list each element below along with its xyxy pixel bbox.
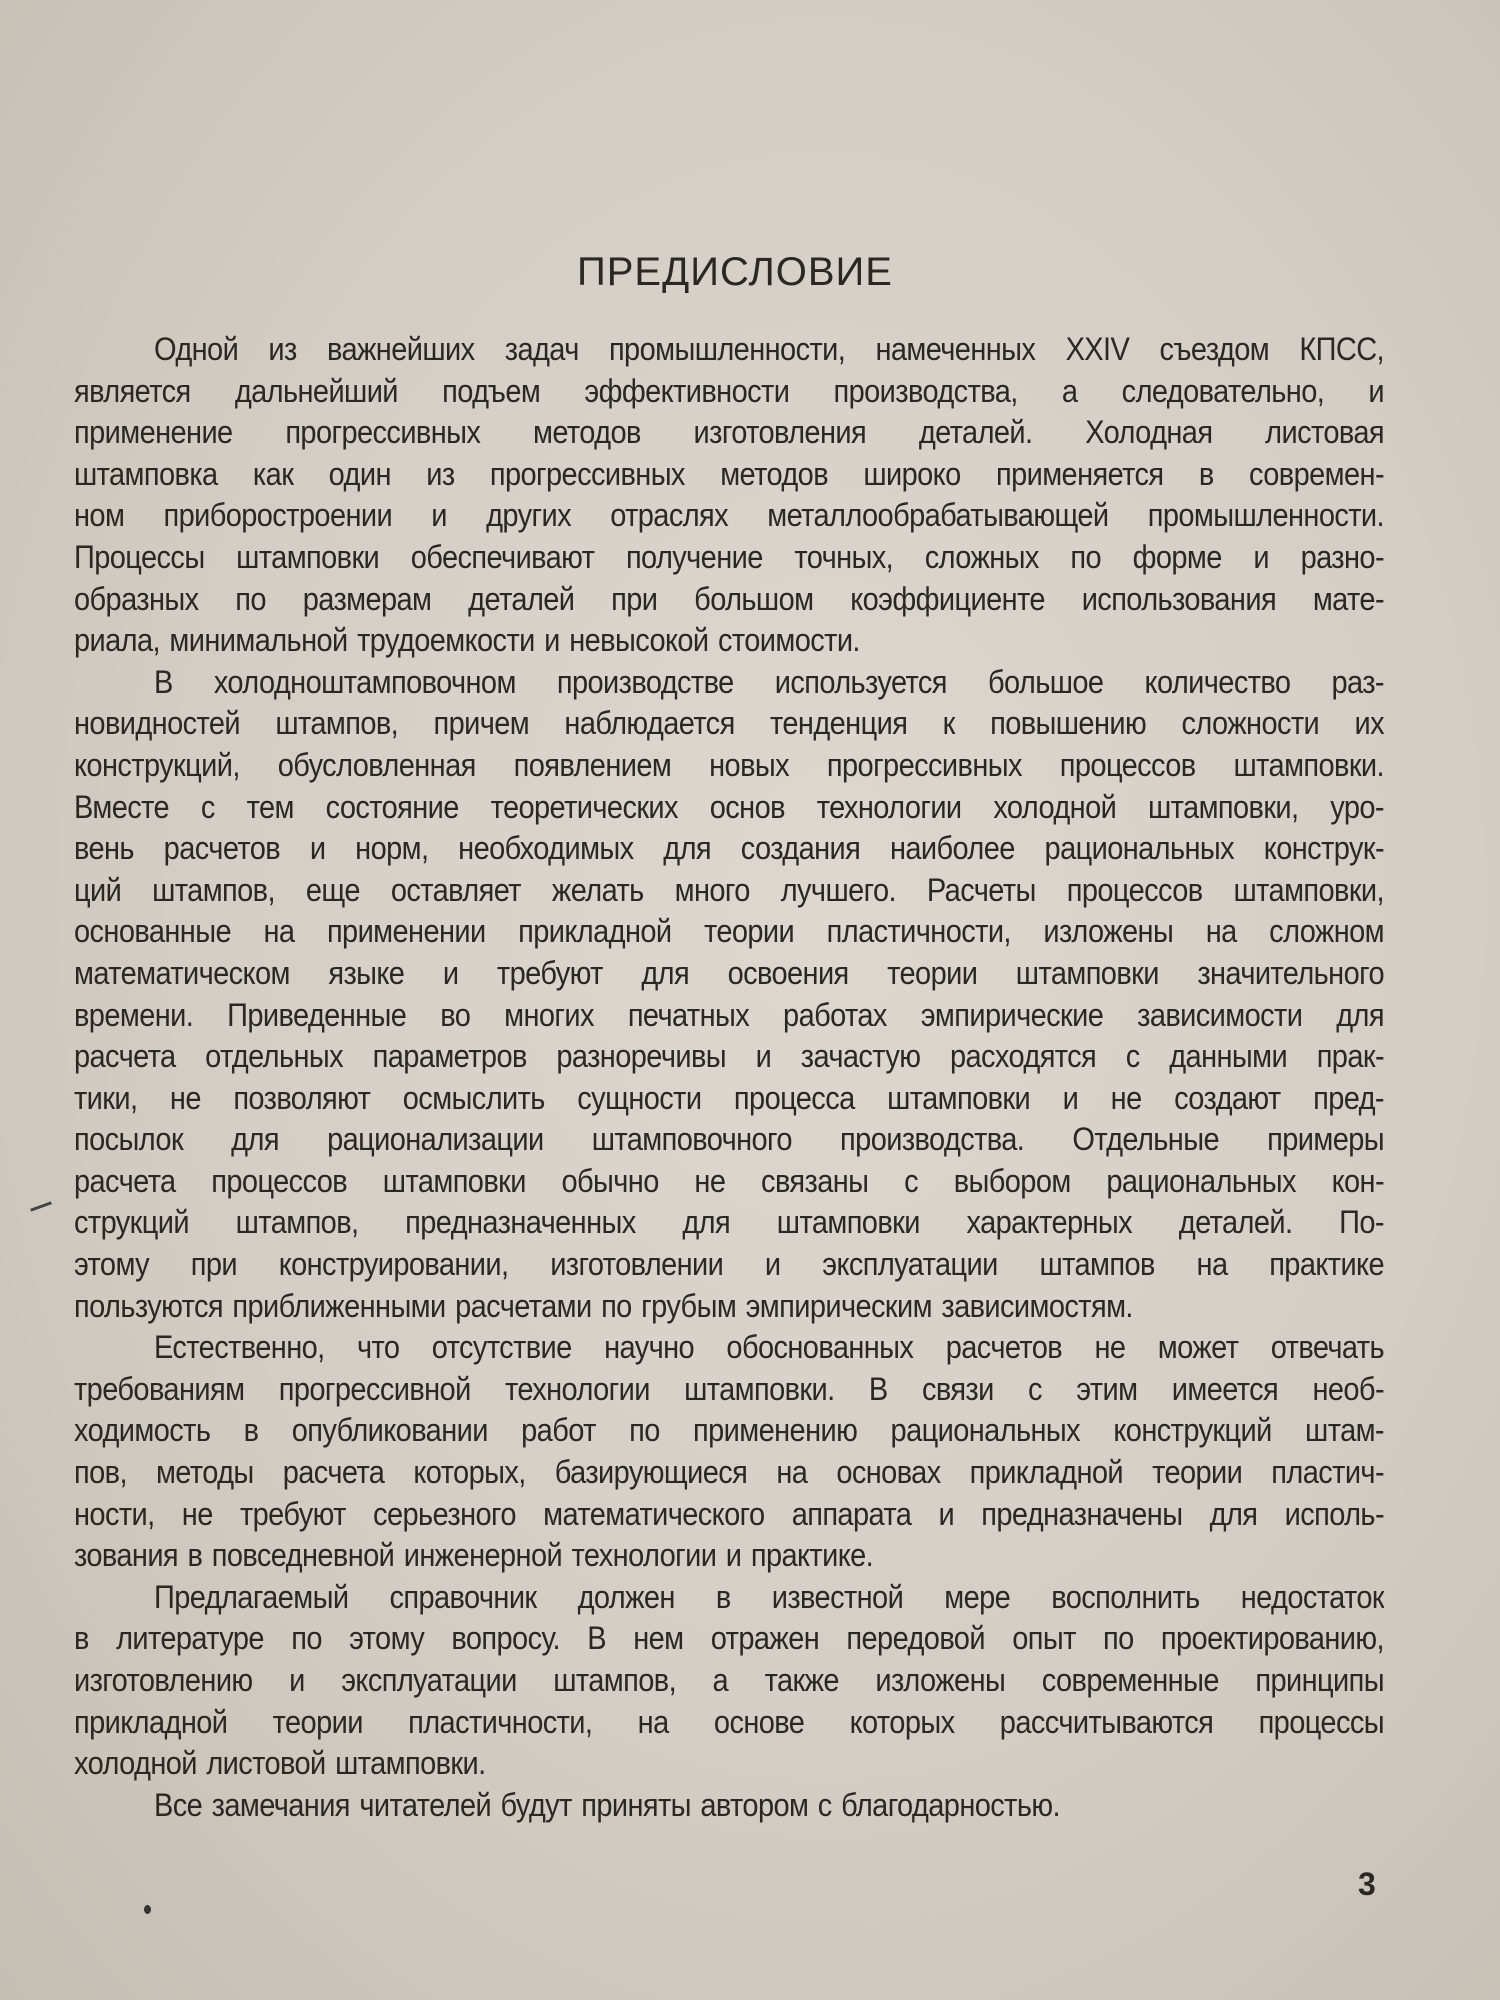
text-line: Процессы штамповки обеспечивают получение точных, сложных по форме и разно- xyxy=(74,539,1384,576)
text-line: вень расчетов и норм, необходимых для создания наиболее рациональных конструк- xyxy=(74,831,1384,867)
text-line: математическом языке и требуют для освоения теории штамповки значительного xyxy=(74,955,1384,992)
text-line: Одной из важнейших задач промышленности, намеченных XXIV съездом КПСС, xyxy=(154,331,1384,368)
text-line: посылок для рационализации штамповочного производства. Отдельные примеры xyxy=(74,1122,1384,1159)
text-line: ности, не требуют серьезного математического аппарата и предназначены для исполь- xyxy=(74,1496,1384,1533)
page-title: ПРЕДИСЛОВИЕ xyxy=(577,250,893,294)
text-line: тики, не позволяют осмыслить сущности процесса штамповки и не создают пред- xyxy=(74,1080,1384,1117)
ink-speck xyxy=(144,1905,151,1914)
paragraph xyxy=(74,663,1384,1329)
text-line: этому при конструировании, изготовлении и эксплуатации штампов на практике xyxy=(74,1247,1384,1283)
text-line: конструкций, обусловленная появлением новых прогрессивных процессов штамповки. xyxy=(74,747,1384,784)
text-line: Естественно, что отсутствие научно обоснованных расчетов не может отвечать xyxy=(154,1330,1384,1367)
text-line: в литературе по этому вопросу. В нем отражен передовой опыт по проектированию, xyxy=(74,1621,1384,1658)
body-text xyxy=(74,330,1384,1827)
text-line: риала, минимальной трудоемкости и невысокой стоимости. xyxy=(74,623,860,659)
text-line: изготовлению и эксплуатации штампов, а также изложены современные принципы xyxy=(74,1662,1384,1699)
text-line: струкций штампов, предназначенных для штамповки характерных деталей. По- xyxy=(74,1205,1384,1242)
text-line: требованиям прогрессивной технологии штамповки. В связи с этим имеется необ- xyxy=(74,1371,1384,1408)
pencil-mark xyxy=(30,1201,52,1211)
paragraph xyxy=(74,1578,1384,1786)
text-line: Предлагаемый справочник должен в известной мере восполнить недостаток xyxy=(154,1579,1384,1616)
text-line: времени. Приведенные во многих печатных работах эмпирические зависимости для xyxy=(74,997,1384,1034)
paragraph xyxy=(74,1328,1384,1578)
text-line: основанные на применении прикладной теории пластичности, изложены на сложном xyxy=(74,914,1384,951)
paragraph xyxy=(74,1786,1384,1828)
text-line: новидностей штампов, причем наблюдается тенденция к повышению сложности их xyxy=(74,706,1384,743)
paragraph xyxy=(74,330,1384,663)
text-line: прикладной теории пластичности, на основе которых рассчитываются процессы xyxy=(74,1704,1384,1741)
text-line: применение прогрессивных методов изготовления деталей. Холодная листовая xyxy=(74,415,1384,452)
text-line: ном приборостроении и других отраслях металлообрабатывающей промышленности. xyxy=(74,498,1384,535)
text-line: холодной листовой штамповки. xyxy=(74,1746,486,1783)
text-line: В холодноштамповочном производстве используется большое количество раз- xyxy=(154,664,1384,701)
text-line: Все замечания читателей будут приняты автором с благодарностью. xyxy=(154,1787,1060,1824)
text-line: является дальнейший подъем эффективности производства, а следовательно, и xyxy=(74,373,1384,410)
text-line: зования в повседневной инженерной технологии и практике. xyxy=(74,1538,874,1575)
text-line: ходимость в опубликовании работ по применению рациональных конструкций штам- xyxy=(74,1413,1384,1450)
text-line: штамповка как один из прогрессивных методов широко применяется в современ- xyxy=(74,456,1384,493)
text-line: Вместе с тем состояние теоретических основ технологии холодной штамповки, уро- xyxy=(74,789,1384,826)
page-number: 3 xyxy=(1358,1866,1376,1902)
text-line: образных по размерам деталей при большом коэффициенте использования мате- xyxy=(74,581,1384,618)
text-line: расчета процессов штамповки обычно не связаны с выбором рациональных кон- xyxy=(74,1163,1384,1200)
text-line: пов, методы расчета которых, базирующиеся на основах прикладной теории пластич- xyxy=(74,1455,1384,1491)
text-line: расчета отдельных параметров разноречивы и зачастую расходятся с данными прак- xyxy=(74,1039,1384,1075)
text-line: пользуются приближенными расчетами по грубым эмпирическим зависимостям. xyxy=(74,1288,1133,1325)
text-line: ций штампов, еще оставляет желать много лучшего. Расчеты процессов штамповки, xyxy=(74,872,1384,909)
